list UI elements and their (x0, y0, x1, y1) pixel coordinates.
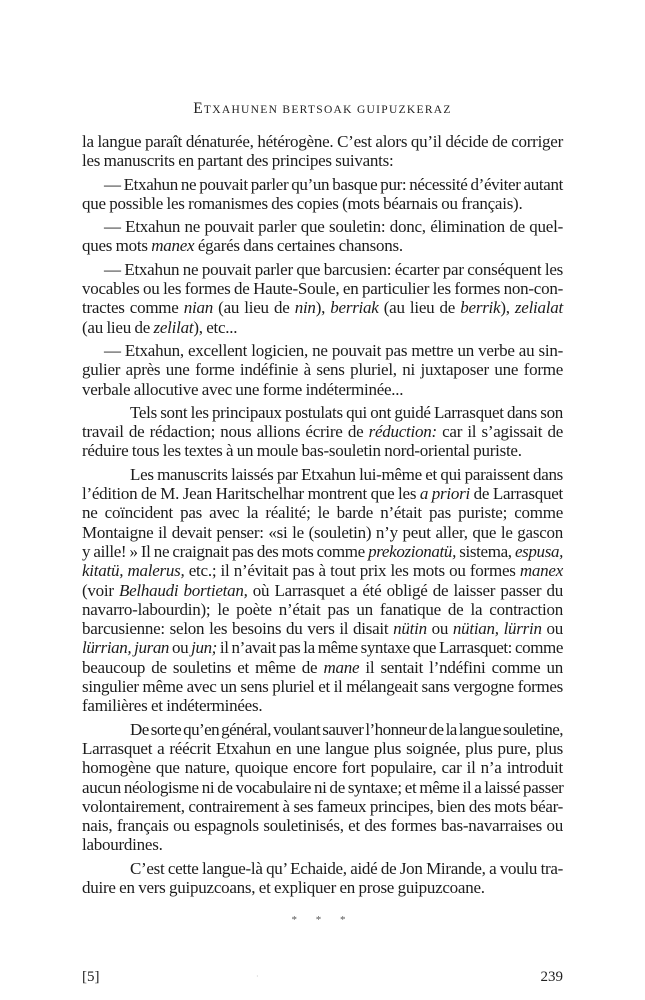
text-line: ques mots manex égarés dans certaines chansons. (82, 236, 403, 256)
paragraph (82, 859, 563, 898)
text-line: barcusienne: selon les besoins du vers il disait nütin ou nütian, lürrin ou (82, 619, 564, 639)
text-line: nais, français ou espagnols souletinisés, et des formes bas-navarraises ou (82, 816, 563, 836)
italic-term: nian (183, 298, 213, 318)
text-line: Larrasquet a réécrit Etxahun en une langue plus soignée, plus pure, plus (82, 738, 563, 758)
text-line: homogène que nature, quoique encore fort populaire, car il n’a introduit (82, 758, 563, 778)
text-line: C’est cette langue-là qu’ Echaide, aidé de Jon Mirande, a voulu tra- (130, 858, 563, 878)
italic-term: réduction: (368, 422, 437, 442)
italic-term: zelilat (153, 317, 194, 337)
paragraph (82, 132, 563, 171)
italic-term: mane (323, 657, 360, 677)
text-line: — Etxahun ne pouvait parler que souletin: donc, élimination de quel- (104, 217, 563, 237)
section-break: * * * (291, 914, 354, 927)
text-line: gulier après une forme indéfinie à sens pluriel, ni juxtaposer une forme (82, 360, 563, 380)
text-line: verbale allocutive avec une forme indéterminée... (82, 379, 404, 399)
page-footer (82, 967, 563, 987)
text-line: beaucoup de souletins et même de mane il sentait l’ndéfini comme un (82, 657, 563, 677)
page-number: 239 (540, 969, 563, 986)
italic-term: prekozionatü, (368, 541, 456, 561)
italic-term: berrik (460, 298, 501, 318)
italic-term: manex (519, 561, 563, 581)
text-line: navarro-labourdin); le poète n’était pas un fanatique de la contraction (82, 599, 563, 619)
text-line: labourdines. (82, 835, 163, 855)
text-line: singulier même avec un sens pluriel et il mélangeait sans vergogne formes (82, 677, 563, 697)
running-head-initial: E (193, 100, 204, 117)
text-line: (voir Belhaudi bortietan, où Larrasquet a été obligé de laisser passer du (82, 580, 563, 600)
italic-term: espusa, (514, 541, 564, 561)
text-line: kitatü, malerus, etc.; il n’évitait pas à tout prix les mots ou formes manex (82, 561, 563, 581)
footer-section-number: [5] (82, 969, 100, 986)
text-line: — Etxahun, excellent logicien, ne pouvait pas mettre un verbe au sin- (104, 340, 563, 360)
text-line: aucun néologisme ni de vocabulaire ni de syntaxe; et même il a laissé passer (82, 777, 564, 797)
text-line: l’édition de M. Jean Haritschelhar montrent que les a priori de Larrasquet (82, 484, 563, 504)
text-line: ne coïncident pas avec la réalité; le barde n’était pas puriste; comme (82, 503, 563, 523)
text-line: travail de rédaction; nous allions écrire de réduction: car il s’agissait de (82, 422, 564, 442)
text-line: y aille! » Il ne craignait pas des mots comme prekozionatü, sistema, espusa, (82, 541, 564, 561)
text-line: Tels sont les principaux postulats qui ont guidé Larrasquet dans son (130, 402, 563, 422)
paragraph (82, 217, 563, 256)
text-line: De sorte qu’en général, voulant sauver l’honneur de la langue souletine, (130, 719, 563, 739)
text-line: lürrian, juran ou jun; il n’avait pas la même syntaxe que Larrasquet: comme (82, 638, 563, 658)
text-line: familières et indéterminées. (82, 696, 263, 716)
italic-term: berriak (330, 298, 379, 318)
italic-term: kitatü, malerus, (82, 561, 185, 581)
scan-speck: · (256, 972, 259, 982)
paragraph (82, 341, 563, 399)
text-line: tractes comme nian (au lieu de nin), berriak (au lieu de berrik), zelialat (82, 298, 563, 318)
text-line: — Etxahun ne pouvait parler que barcusien: écarter par conséquent les (104, 259, 563, 279)
italic-term: lürrian, juran (82, 638, 170, 658)
italic-term: zelialat (514, 298, 563, 318)
paragraph (82, 720, 563, 855)
text-line: Les manuscrits laissés par Etxahun lui-même et qui paraissent dans (130, 464, 563, 484)
text-line: volontairement, contrairement à ses fameux principes, bien des mots béar- (82, 796, 563, 816)
italic-term: nütin (393, 619, 427, 639)
text-line: que possible les romanismes des copies (mots béarnais ou français). (82, 193, 523, 213)
italic-term: jun; (191, 638, 217, 658)
italic-term: nütian, lürrin (452, 619, 542, 639)
paragraph (82, 403, 563, 461)
paragraph (82, 465, 563, 716)
text-line: — Etxahun ne pouvait parler qu’un basque pur: nécessité d’éviter autant (104, 174, 563, 194)
text-line: vocables ou les formes de Haute-Soule, en particulier les formes non-con- (82, 279, 563, 299)
running-head (0, 99, 645, 119)
italic-term: Belhaudi bortietan, (118, 580, 248, 600)
text-line: les manuscrits en partant des principes suivants: (82, 151, 394, 171)
text-line: Montaigne il devait penser: «si le (souletin) n’y peut aller, que le gascon (82, 522, 563, 542)
text-line: (au lieu de zelilat), etc... (82, 317, 238, 337)
paragraph (82, 260, 563, 337)
body-text (82, 132, 563, 897)
running-head-title: TXAHUNEN BERTSOAK GUIPUZKERAZ (203, 104, 452, 116)
italic-term: nin (294, 298, 316, 318)
italic-term: a priori (419, 484, 470, 504)
text-line: duire en vers guipuzcoans, et expliquer en prose guipuzcoane. (82, 877, 485, 897)
italic-term: manex (151, 236, 195, 256)
text-line: réduire tous les textes à un moule bas-souletin nord-oriental puriste. (82, 441, 522, 461)
paragraph (82, 175, 563, 214)
text-line: la langue paraît dénaturée, hétérogène. C’est alors qu’il décide de corriger (82, 132, 563, 151)
